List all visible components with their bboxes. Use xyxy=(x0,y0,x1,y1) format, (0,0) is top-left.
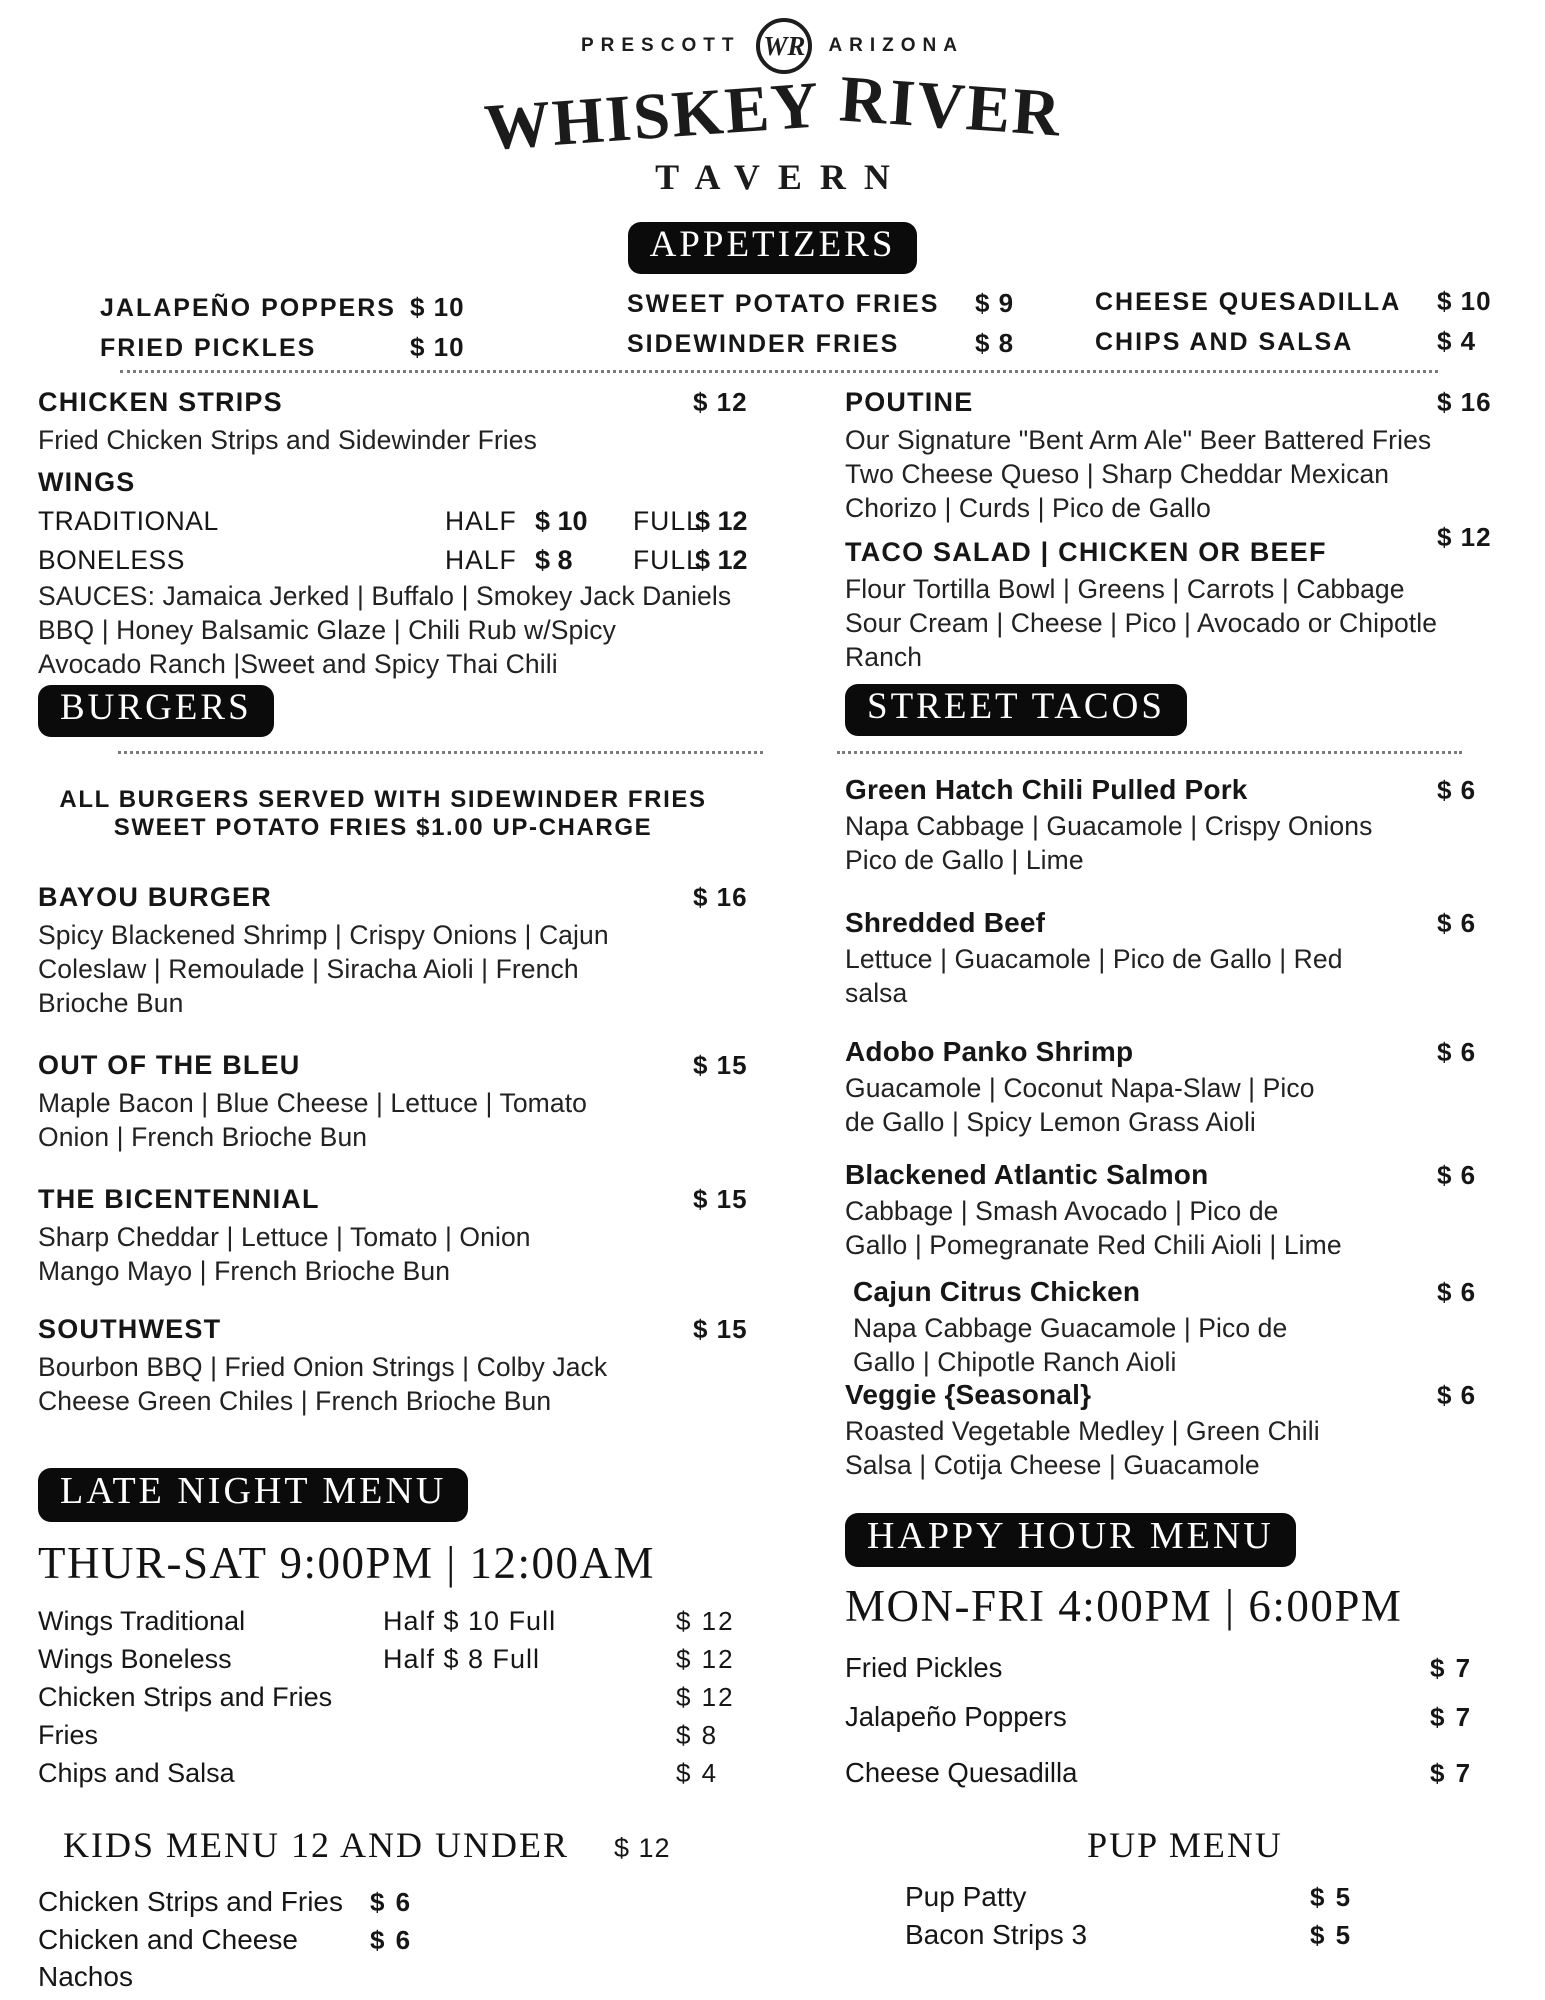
item-name: Jalapeño Poppers xyxy=(845,1700,1067,1732)
late-night-badge-row xyxy=(38,1468,788,1522)
street-tacos-badge: STREET TACOS xyxy=(845,684,1187,736)
menu-item-row xyxy=(38,1678,788,1716)
wings-row-boneless xyxy=(38,543,750,577)
item-name: TRADITIONAL xyxy=(38,506,219,536)
item-price: $ 10 xyxy=(410,292,465,322)
street-tacos-badge-row xyxy=(845,684,1480,736)
logo-city: PRESCOTT xyxy=(580,35,741,56)
note-line: ALL BURGERS SERVED WITH SIDEWINDER FRIES xyxy=(59,786,707,814)
menu-item-row xyxy=(1095,282,1492,322)
item-description xyxy=(845,1194,1480,1262)
item-description xyxy=(38,1220,750,1288)
item-price: $ 7 xyxy=(1430,1701,1473,1732)
item-price: $ 16 xyxy=(693,882,748,913)
appetizers-quick-col-1 xyxy=(100,288,465,368)
item-price: $ 6 xyxy=(1437,1037,1477,1068)
description-line: Two Cheese Queso | Sharp Cheddar Mexican xyxy=(845,459,1390,489)
happy-hour-hours: MON-FRI 4:00PM | 6:00PM xyxy=(845,1580,1403,1631)
burgers-badge: BURGERS xyxy=(38,685,274,737)
description-line: Salsa | Cotija Cheese | Guacamole xyxy=(845,1450,1260,1481)
menu-item-row xyxy=(38,1754,788,1792)
dotted-divider xyxy=(837,751,1462,754)
item-description xyxy=(845,423,1480,525)
item-price: $ 12 xyxy=(693,387,748,417)
kids-menu-title-text: KIDS MENU 12 AND UNDER xyxy=(63,1825,570,1865)
description-line: Onion | French Brioche Bun xyxy=(38,1122,368,1153)
menu-item-row xyxy=(905,1916,1465,1954)
description-line: Spicy Blackened Shrimp | Crispy Onions | Cajun xyxy=(38,920,609,951)
menu-item-row xyxy=(38,1921,750,1995)
description-line: Fried Chicken Strips and Sidewinder Fries xyxy=(38,425,537,455)
item-price: $ 12 xyxy=(676,1643,735,1674)
late-night-hours: THUR-SAT 9:00PM | 12:00AM xyxy=(38,1537,656,1588)
item-name: Blackened Atlantic Salmon xyxy=(845,1159,1209,1191)
item-price: $ 9 xyxy=(975,288,1015,318)
item-description xyxy=(845,1071,1480,1139)
item-name: Green Hatch Chili Pulled Pork xyxy=(845,774,1248,806)
menu-item-row xyxy=(38,1640,788,1678)
wings-row-traditional xyxy=(38,504,750,538)
full-price: $ 12 xyxy=(695,545,748,575)
logo-word-river: RIVER xyxy=(837,62,1065,151)
description-line: Sour Cream | Cheese | Pico | Avocado or Chipotle xyxy=(845,608,1438,638)
half-price: $ 8 xyxy=(535,545,573,575)
happy-hour-badge-row xyxy=(845,1513,1485,1567)
item-name: Bacon Strips 3 xyxy=(905,1919,1088,1950)
item-price: $ 4 xyxy=(1437,326,1477,356)
item-price: $ 4 xyxy=(676,1757,719,1788)
pup-menu-section xyxy=(905,1824,1465,1954)
description-line: Sharp Cheddar | Lettuce | Tomato | Onion xyxy=(38,1222,531,1253)
item-name: BONELESS xyxy=(38,545,185,575)
item-name: Wings Boneless xyxy=(38,1643,232,1674)
item-name: Pup Patty xyxy=(905,1881,1027,1912)
happy-hour-section xyxy=(845,1513,1485,1807)
item-price: $ 15 xyxy=(693,1314,748,1345)
menu-item-cajun-citrus-chicken xyxy=(845,1276,1480,1379)
description-line: Cheese Green Chiles | French Brioche Bun xyxy=(38,1386,552,1417)
happy-hour-items xyxy=(845,1653,1485,1788)
item-description xyxy=(845,1311,1480,1379)
dotted-divider xyxy=(118,751,763,754)
description-line: Gallo | Pomegranate Red Chili Aioli | Lime xyxy=(845,1230,1342,1261)
menu-item-row xyxy=(905,1878,1465,1916)
item-name: BAYOU BURGER xyxy=(38,882,272,913)
kids-menu-section xyxy=(38,1824,750,1995)
late-night-items xyxy=(38,1602,788,1792)
description-line: SAUCES: Jamaica Jerked | Buffalo | Smokey Jack Daniels xyxy=(38,581,732,611)
kids-menu-items xyxy=(38,1883,750,1995)
menu-item-row xyxy=(100,288,465,328)
pup-menu-items xyxy=(905,1878,1465,1954)
right-column xyxy=(845,387,1492,1482)
menu-item-row xyxy=(38,1716,788,1754)
item-name: CHICKEN STRIPS xyxy=(38,387,283,417)
description-line: Our Signature "Bent Arm Ale" Beer Battered Fries xyxy=(845,425,1432,455)
menu-item-row xyxy=(1095,322,1492,362)
item-price: $ 12 xyxy=(676,1681,735,1712)
logo-subtitle xyxy=(0,156,1545,198)
description-line: de Gallo | Spicy Lemon Grass Aioli xyxy=(845,1107,1256,1138)
item-price: $ 16 xyxy=(1437,387,1492,417)
item-price: $ 7 xyxy=(1430,1757,1473,1788)
wings-sauces xyxy=(38,579,750,681)
wings-header: WINGS xyxy=(38,467,136,497)
burgers-note xyxy=(38,786,728,842)
half-price: $ 10 xyxy=(535,506,588,536)
item-price: $ 12 xyxy=(676,1605,735,1636)
item-price: $ 5 xyxy=(1310,1920,1353,1950)
item-name: THE BICENTENNIAL xyxy=(38,1184,320,1215)
item-name: Wings Traditional xyxy=(38,1605,246,1636)
item-detail: Half $ 8 Full xyxy=(383,1643,541,1674)
item-price: $ 8 xyxy=(975,328,1015,358)
description-line: Pico de Gallo | Lime xyxy=(845,845,1084,876)
late-night-badge: LATE NIGHT MENU xyxy=(38,1468,468,1522)
description-line: Roasted Vegetable Medley | Green Chili xyxy=(845,1416,1320,1447)
appetizers-quick-col-3 xyxy=(1095,282,1492,362)
menu-item-shredded-beef xyxy=(845,907,1480,1010)
description-line: Guacamole | Coconut Napa-Slaw | Pico xyxy=(845,1073,1315,1104)
item-name: Chicken and Cheese Nachos xyxy=(38,1924,298,1992)
item-name: Adobo Panko Shrimp xyxy=(845,1036,1134,1068)
item-price: $ 6 xyxy=(370,1887,413,1917)
item-price: $ 6 xyxy=(1437,908,1477,939)
menu-item-bayou-burger xyxy=(38,882,750,1020)
menu-item-row xyxy=(38,1883,750,1921)
logo-title xyxy=(0,62,1545,165)
description-line: Avocado Ranch |Sweet and Spicy Thai Chili xyxy=(38,649,558,679)
item-name: Veggie {Seasonal} xyxy=(845,1379,1092,1411)
item-name: Chips and Salsa xyxy=(38,1757,235,1788)
appetizers-badge: APPETIZERS xyxy=(628,222,918,274)
description-line: salsa xyxy=(845,978,908,1009)
item-name: Shredded Beef xyxy=(845,907,1046,939)
menu-item-row xyxy=(100,328,465,368)
menu-item-row xyxy=(845,1758,1485,1788)
menu-item-blackened-salmon xyxy=(845,1159,1480,1262)
item-name: OUT OF THE BLEU xyxy=(38,1050,301,1081)
logo xyxy=(0,18,1545,198)
item-name: Cajun Citrus Chicken xyxy=(853,1276,1141,1308)
item-name: Chicken Strips and Fries xyxy=(38,1681,333,1712)
description-line: Ranch xyxy=(845,642,923,672)
description-line: Brioche Bun xyxy=(38,988,184,1019)
left-column xyxy=(38,387,750,1418)
description-line: Napa Cabbage Guacamole | Pico de xyxy=(853,1313,1288,1344)
kids-menu-title xyxy=(63,1824,750,1869)
description-line: Cabbage | Smash Avocado | Pico de xyxy=(845,1196,1279,1227)
item-price: $ 12 xyxy=(1437,522,1492,552)
item-name: CHEESE QUESADILLA xyxy=(1095,288,1402,316)
happy-hour-badge: HAPPY HOUR MENU xyxy=(845,1513,1296,1567)
pup-menu-title: PUP MENU xyxy=(1087,1825,1283,1865)
menu-item-row xyxy=(627,284,1030,324)
item-price: $ 10 xyxy=(410,332,465,362)
item-price: $ 6 xyxy=(1437,1277,1477,1308)
menu-item-row xyxy=(845,1702,1485,1732)
item-name: Chicken Strips and Fries xyxy=(38,1886,344,1917)
item-price: $ 6 xyxy=(1437,1160,1477,1191)
description-line: Coleslaw | Remoulade | Siracha Aioli | French xyxy=(38,954,579,985)
menu-item-adobo-panko-shrimp xyxy=(845,1036,1480,1139)
item-name: Fries xyxy=(38,1719,98,1750)
half-label: HALF xyxy=(445,506,517,536)
item-name: CHIPS AND SALSA xyxy=(1095,328,1354,356)
description-line: Bourbon BBQ | Fried Onion Strings | Colby Jack xyxy=(38,1352,608,1383)
description-line: Chorizo | Curds | Pico de Gallo xyxy=(845,493,1211,523)
menu-item-row xyxy=(38,1602,788,1640)
description-line: Flour Tortilla Bowl | Greens | Carrots | Cabbage xyxy=(845,574,1405,604)
item-name: Fried Pickles xyxy=(845,1651,1003,1683)
monogram-letters: WR xyxy=(763,30,806,61)
item-description xyxy=(845,572,1480,674)
half-label: HALF xyxy=(445,545,517,575)
item-name: JALAPEÑO POPPERS xyxy=(100,294,396,322)
menu-item-southwest xyxy=(38,1314,750,1418)
description-line: Gallo | Chipotle Ranch Aioli xyxy=(853,1347,1177,1378)
description-line: BBQ | Honey Balsamic Glaze | Chili Rub w/Spicy xyxy=(38,615,617,645)
item-name: FRIED PICKLES xyxy=(100,334,317,362)
item-name: TACO SALAD | CHICKEN OR BEEF xyxy=(845,537,1327,567)
item-price: $ 6 xyxy=(1437,1380,1477,1411)
item-price: $ 8 xyxy=(676,1719,719,1750)
item-description xyxy=(845,942,1480,1010)
item-price: $ 6 xyxy=(370,1925,413,1955)
menu-item-green-hatch-pork xyxy=(845,774,1480,877)
logo-subtitle-text: TAVERN xyxy=(655,157,908,197)
logo-word-whiskey: WHISKEY xyxy=(481,68,823,165)
note-line: SWEET POTATO FRIES $1.00 UP-CHARGE xyxy=(113,814,653,842)
menu-item-taco-salad xyxy=(845,522,1492,674)
item-description xyxy=(38,918,750,1020)
description-line: Mango Mayo | French Brioche Bun xyxy=(38,1256,451,1287)
menu-item-poutine xyxy=(845,387,1492,525)
item-name: Cheese Quesadilla xyxy=(845,1756,1078,1788)
item-price: $ 5 xyxy=(1310,1882,1353,1912)
description-line: Maple Bacon | Blue Cheese | Lettuce | Tomato xyxy=(38,1088,587,1119)
item-name: SWEET POTATO FRIES xyxy=(627,290,940,318)
menu-item-chicken-strips xyxy=(38,387,750,457)
item-price: $ 10 xyxy=(1437,286,1492,316)
item-price: $ 15 xyxy=(693,1184,748,1215)
menu-item-out-of-the-bleu xyxy=(38,1050,750,1154)
late-night-section xyxy=(38,1468,788,1792)
item-price: $ 6 xyxy=(1437,775,1477,806)
dotted-divider xyxy=(120,370,1438,373)
appetizers-quick-col-2 xyxy=(627,284,1030,364)
item-description xyxy=(845,809,1480,877)
item-name: POUTINE xyxy=(845,387,974,417)
full-label: FULL xyxy=(633,545,702,575)
full-label: FULL xyxy=(633,506,702,536)
logo-top-line xyxy=(0,18,1545,74)
appetizers-badge-row xyxy=(0,222,1545,274)
kids-menu-price: $ 12 xyxy=(614,1833,671,1863)
burgers-badge-row xyxy=(38,685,750,737)
menu-item-veggie-seasonal xyxy=(845,1379,1480,1482)
item-price: $ 7 xyxy=(1430,1652,1473,1683)
item-description xyxy=(38,1086,750,1154)
item-name: SIDEWINDER FRIES xyxy=(627,330,900,358)
description-line: Lettuce | Guacamole | Pico de Gallo | Red xyxy=(845,944,1343,975)
item-price: $ 15 xyxy=(693,1050,748,1081)
menu-item-the-bicentennial xyxy=(38,1184,750,1288)
item-name: SOUTHWEST xyxy=(38,1314,222,1345)
item-detail: Half $ 10 Full xyxy=(383,1605,557,1636)
description-line: Napa Cabbage | Guacamole | Crispy Onions xyxy=(845,811,1373,842)
item-description xyxy=(845,1414,1480,1482)
item-description xyxy=(38,1350,750,1418)
item-description xyxy=(38,423,750,457)
logo-state: ARIZONA xyxy=(828,35,964,56)
full-price: $ 12 xyxy=(695,506,748,536)
menu-item-row xyxy=(845,1653,1485,1683)
menu-item-row xyxy=(627,324,1030,364)
